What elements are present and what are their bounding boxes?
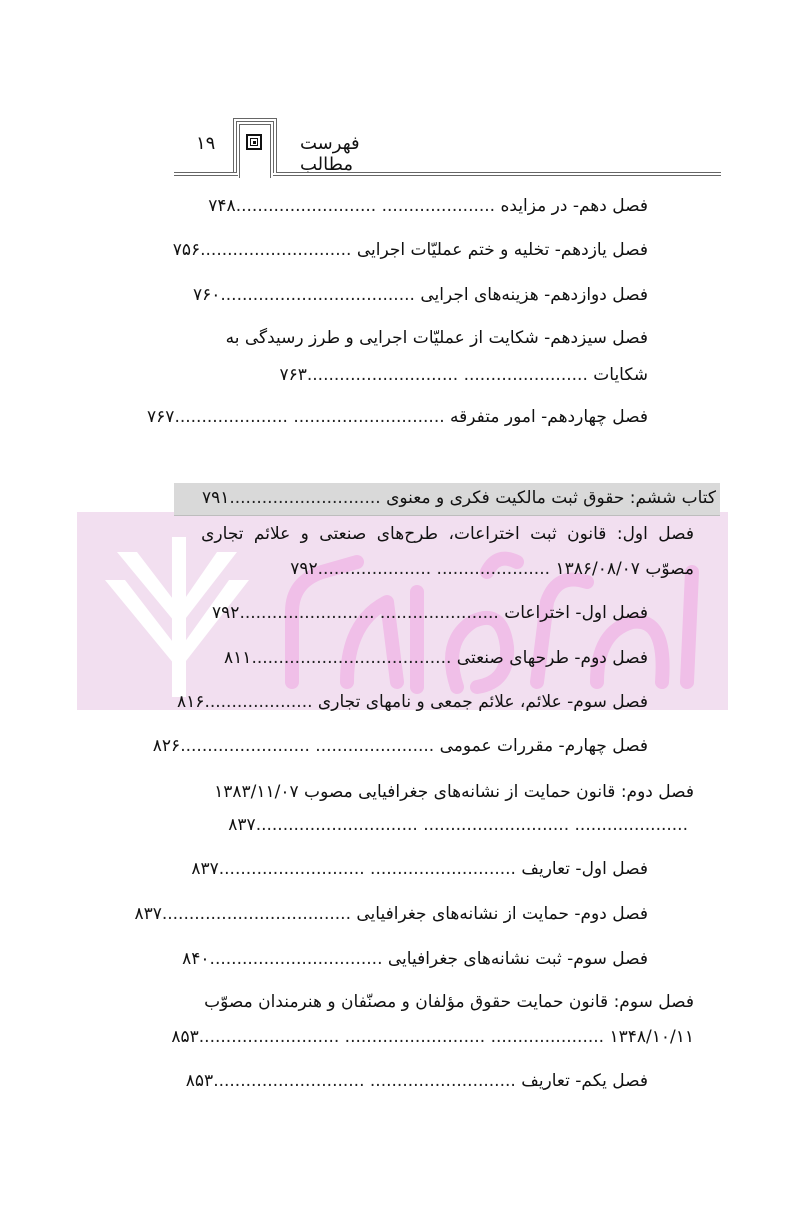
leader-dots: ...................... .........................: [239, 603, 499, 623]
toc-entry[interactable]: [193, 285, 648, 305]
toc-entry-title-line1: فصل اول: قانون ثبت اختراعات، طرح‌های صنعتی و علائم تجاری: [201, 524, 694, 544]
toc-entry[interactable]: [134, 904, 648, 924]
toc-entry[interactable]: [224, 648, 648, 668]
toc-page-number: ۷۶۳: [279, 365, 307, 385]
toc-entry-title: مصوّب ۱۳۸۶/۰۸/۰۷: [555, 559, 694, 579]
toc-entry[interactable]: [147, 407, 648, 427]
toc-entry[interactable]: [279, 365, 648, 385]
toc-page-number: ۸۲۶: [152, 736, 181, 756]
leader-dots: ..................... .....................: [317, 559, 551, 579]
toc-entry[interactable]: [177, 692, 648, 712]
leader-dots: ..................... ........................... ..............................: [255, 815, 688, 835]
book-heading[interactable]: [202, 488, 716, 508]
toc-entry[interactable]: [173, 240, 648, 260]
leader-dots: ........................... ...........................: [218, 859, 516, 879]
toc-page-number: ۷۹۲: [212, 603, 240, 623]
toc-page-number: ۷۵۶: [172, 240, 201, 260]
leader-dots: ....................................: [220, 285, 415, 305]
leader-dots: ...................... ........................: [180, 736, 435, 756]
toc-entry-title: فصل سوم- ثبت نشانه‌های جغرافیایی: [387, 949, 648, 969]
leader-dots: ....................... ............................: [306, 365, 588, 385]
toc-entry-title-line1: فصل سوم: قانون حمایت حقوق مؤلفان و مصنّفان و هنرمندان مصوّب: [204, 992, 694, 1012]
toc-page-number: ۸۳۷: [191, 859, 219, 879]
toc-page-number: ۷۹۱: [201, 488, 230, 508]
toc-entry[interactable]: [171, 1027, 694, 1047]
toc-page-number: ۸۳۷: [134, 904, 162, 924]
toc-entry-title: فصل چهارم- مقررات عمومی: [439, 736, 648, 756]
toc-entry-title: فصل اول- تعاریف: [521, 859, 648, 879]
toc-page-number: ۷۶۷: [147, 407, 175, 427]
running-header-title: فهرست مطالب: [300, 133, 360, 175]
leader-dots: ............................ .....................: [174, 407, 445, 427]
toc-entry-title: فصل یازدهم- تخلیه و ختم عملیّات اجرایی: [356, 240, 648, 260]
toc-entry[interactable]: [228, 815, 688, 835]
page-number: ۱۹: [196, 133, 216, 154]
toc-page-number: ۸۵۳: [171, 1027, 199, 1047]
leader-dots: ........................... ............................: [213, 1071, 516, 1091]
toc-entry[interactable]: [153, 736, 648, 756]
toc-entry-title: ۱۳۴۸/۱۰/۱۱: [609, 1027, 694, 1047]
leader-dots: ..................... ..........................: [235, 196, 496, 216]
toc-page-number: ۷۹۲: [290, 559, 318, 579]
toc-entry[interactable]: [290, 559, 694, 579]
toc-entry[interactable]: [208, 196, 648, 216]
toc-entry-title-line1: فصل دوم: قانون حمایت از نشانه‌های جغرافیایی مصوب ۱۳۸۳/۱۱/۰۷: [214, 782, 694, 802]
toc-entry[interactable]: [191, 859, 648, 879]
toc-page-number: ۸۴۰: [182, 949, 210, 969]
toc-entry-title-line1: فصل سیزدهم- شکایت از عملیّات اجرایی و طرز رسیدگی به: [225, 328, 648, 348]
leader-dots: .....................................: [251, 648, 452, 668]
leader-dots: ...................................: [161, 904, 351, 924]
toc-page-number: ۸۱۱: [224, 648, 252, 668]
leader-dots: ................................: [209, 949, 383, 969]
toc-page-number: ۸۱۶: [177, 692, 205, 712]
toc-entry[interactable]: [182, 949, 648, 969]
toc-entry-title: فصل چهاردهم- امور متفرقه: [450, 407, 648, 427]
toc-entry-title: فصل دوم- حمایت از نشانه‌های جغرافیایی: [356, 904, 648, 924]
leader-dots: ............................: [229, 488, 381, 508]
leader-dots: ....................: [204, 692, 313, 712]
toc-entry-title: فصل دوازدهم- هزینه‌های اجرایی: [420, 285, 648, 305]
toc-page-number: ۷۶۰: [192, 285, 221, 305]
toc-entry[interactable]: [212, 603, 648, 623]
toc-entry-title: فصل سوم- علائم، علائم جمعی و نامهای تجاری: [317, 692, 648, 712]
toc-entry-title: شکایات: [593, 365, 648, 385]
toc-page-number: ۸۵۳: [185, 1071, 214, 1091]
toc-entry-title: فصل دهم- در مزایده: [500, 196, 648, 216]
leader-dots: ..................... .......................... ..........................: [198, 1027, 605, 1047]
toc-entry-title: فصل دوم- طرحهای صنعتی: [456, 648, 648, 668]
toc-entry-title: فصل اول- اختراعات: [504, 603, 648, 623]
toc-entry[interactable]: [186, 1071, 648, 1091]
toc-page-number: ۸۳۷: [228, 815, 256, 835]
toc-page-number: ۷۴۸: [208, 196, 236, 216]
toc-entry-title: فصل یکم- تعاریف: [521, 1071, 648, 1091]
leader-dots: ............................: [200, 240, 352, 260]
book-heading-title: کتاب ششم: حقوق ثبت مالکیت فکری و معنوی: [386, 488, 716, 508]
